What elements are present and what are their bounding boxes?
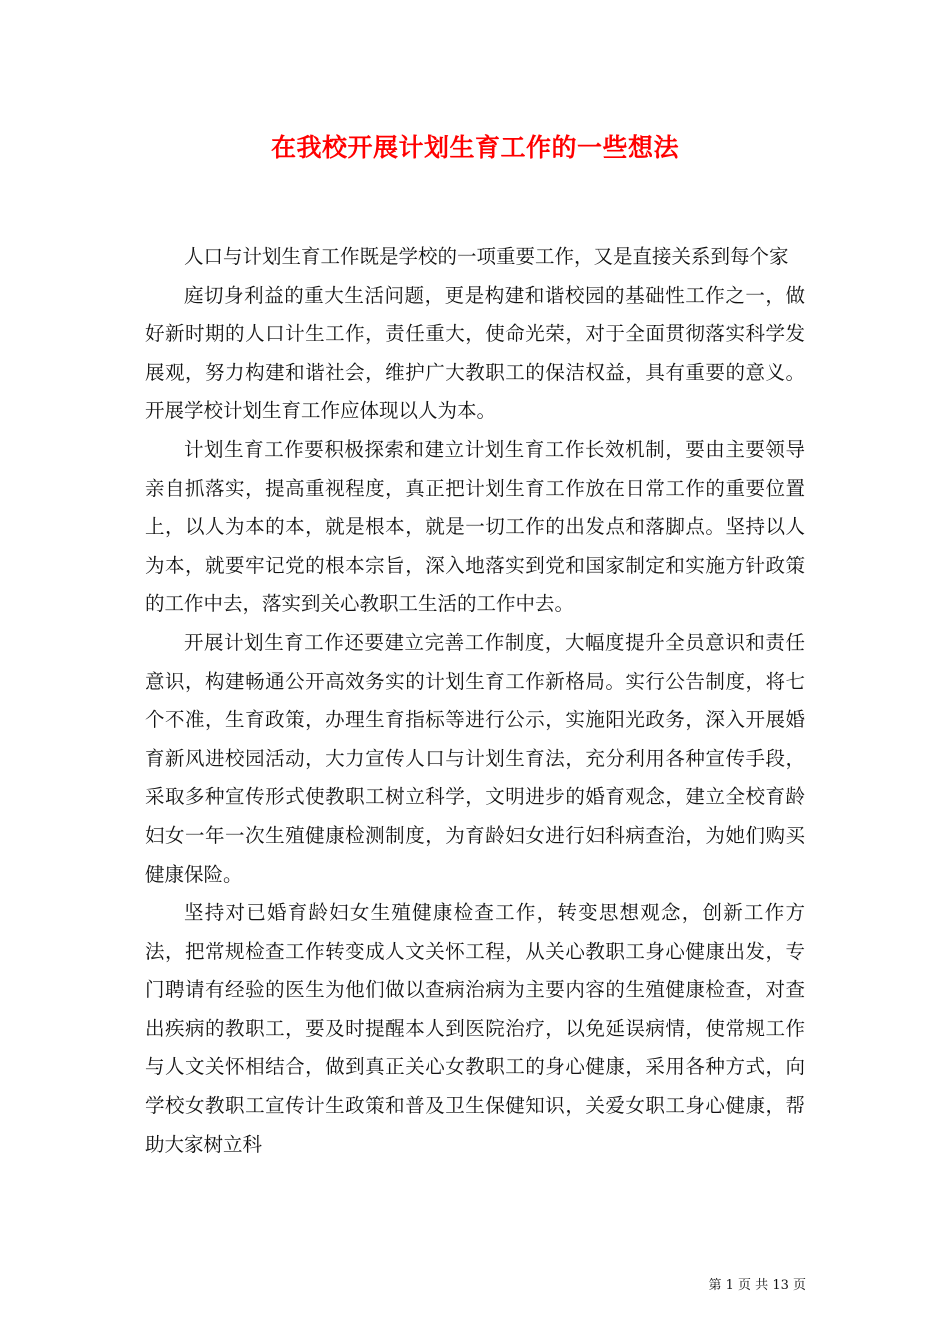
paragraph-4: 开展计划生育工作还要建立完善工作制度，大幅度提升全员意识和责任意识，构建畅通公开高效务实的计划生育工作新格局。实行公告制度，将七个不准，生育政策，办理生育指标等进行公示，实施阳光政务，深入开展婚育新风进校园活动，大力宣传人口与计划生育法，充分利用各种宣传手段，采取多种宣传形式使教职工树立科学，文明进步的婚育观念，建立全校育龄妇女一年一次生殖健康检测制度，为育龄妇女进行妇科病查治，为她们购买健康保险。 xyxy=(145,630,805,886)
page-number: 第 1 页 共 13 页 xyxy=(708,1278,806,1293)
paragraph-5: 坚持对已婚育龄妇女生殖健康检查工作，转变思想观念，创新工作方法，把常规检查工作转变成人文关怀工程，从关心教职工身心健康出发，专门聘请有经验的医生为他们做以查病治病为主要内容的生殖健康检查，对查出疾病的教职工，要及时提醒本人到医院治疗，以免延误病情，使常规工作与人文关怀相结合，做到真正关心女教职工的身心健康，采用各种方式，向学校女教职工宣传计生政策和普及卫生保健知识，关爱女职工身心健康，帮助大家树立科 xyxy=(145,901,805,1156)
paragraph-2: 庭切身利益的重大生活问题，更是构建和谐校园的基础性工作之一，做好新时期的人口计生工作，责任重大，使命光荣，对于全面贯彻落实科学发展观，努力构建和谐社会，维护广大教职工的保洁权益，具有重要的意义。开展学校计划生育工作应体现以人为本。 xyxy=(145,283,805,423)
document-title: 在我校开展计划生育工作的一些想法 xyxy=(270,133,679,162)
document-body xyxy=(145,238,805,1164)
paragraph-3: 计划生育工作要积极探索和建立计划生育工作长效机制，要由主要领导亲自抓落实，提高重视程度，真正把计划生育工作放在日常工作的重要位置上，以人为本的本，就是根本，就是一切工作的出发点和落脚点。坚持以人为本，就要牢记党的根本宗旨，深入地落实到党和国家制定和实施方针政策的工作中去，落实到关心教职工生活的工作中去。 xyxy=(145,437,805,616)
paragraph-1: 人口与计划生育工作既是学校的一项重要工作，又是直接关系到每个家 xyxy=(184,245,789,268)
